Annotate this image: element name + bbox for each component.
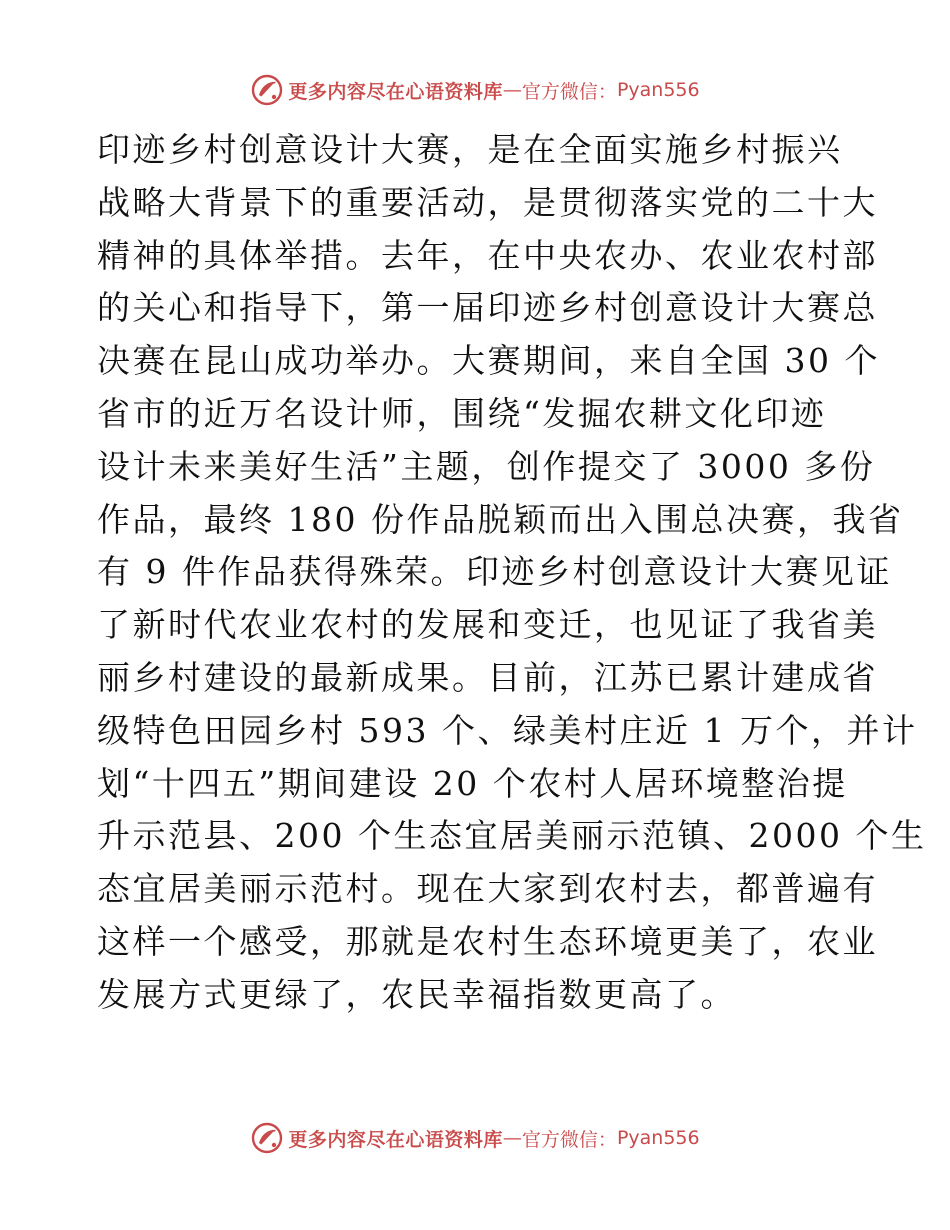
header-banner-dash: —: [502, 79, 522, 101]
body-line: 印迹乡村创意设计大赛，是在全面实施乡村振兴: [97, 130, 843, 169]
brand-logo-icon: [250, 1121, 284, 1155]
body-line: 有 9 件作品获得殊荣。印迹乡村创意设计大赛见证: [97, 552, 892, 592]
body-line: 省市的近万名设计师，围绕“发掘农耕文化印迹: [97, 393, 827, 433]
footer-banner-sub: 官方微信：: [521, 1128, 617, 1151]
header-banner-sub: 官方微信：: [521, 80, 617, 103]
body-line: 态宜居美丽示范村。现在大家到农村去，都普遍有: [97, 869, 878, 909]
body-line: 战略大背景下的重要活动，是贯彻落实党的二十大: [97, 182, 878, 222]
body-line: 设计未来美好生活”主题，创作提交了 3000 多份: [97, 446, 876, 486]
body-line: 了新时代农业农村的发展和变迁，也见证了我省美: [97, 605, 878, 645]
body-line: 精神的具体举措。去年，在中央农办、农业农村部: [97, 235, 878, 275]
body-paragraph: [97, 124, 927, 1022]
header-watermark-banner: [0, 70, 950, 110]
header-banner-main: 更多内容尽在心语资料库: [288, 80, 503, 103]
header-banner-id: Pyan556: [616, 79, 700, 101]
body-line: 升示范县、200 个生态宜居美丽示范镇、2000 个生: [97, 816, 927, 856]
footer-watermark-banner: [0, 1118, 950, 1158]
body-line: 的关心和指导下，第一届印迹乡村创意设计大赛总: [97, 288, 878, 328]
body-line: 作品，最终 180 份作品脱颖而出入围总决赛，我省: [97, 499, 904, 539]
footer-banner-main: 更多内容尽在心语资料库: [288, 1128, 503, 1151]
body-line: 划“十四五”期间建设 20 个农村人居环境整治提: [97, 763, 848, 803]
body-line: 这样一个感受，那就是农村生态环境更美了，农业: [97, 921, 878, 961]
footer-banner-dash: —: [502, 1127, 522, 1149]
footer-banner-id: Pyan556: [616, 1127, 700, 1149]
body-line: 级特色田园乡村 593 个、绿美村庄近 1 万个，并计: [97, 710, 918, 750]
brand-logo-icon: [250, 73, 284, 107]
body-line: 丽乡村建设的最新成果。目前，江苏已累计建成省: [97, 657, 878, 697]
body-line: 发展方式更绿了，农民幸福指数更高了。: [97, 974, 736, 1014]
body-line: 决赛在昆山成功举办。大赛期间，来自全国 30 个: [97, 341, 880, 381]
